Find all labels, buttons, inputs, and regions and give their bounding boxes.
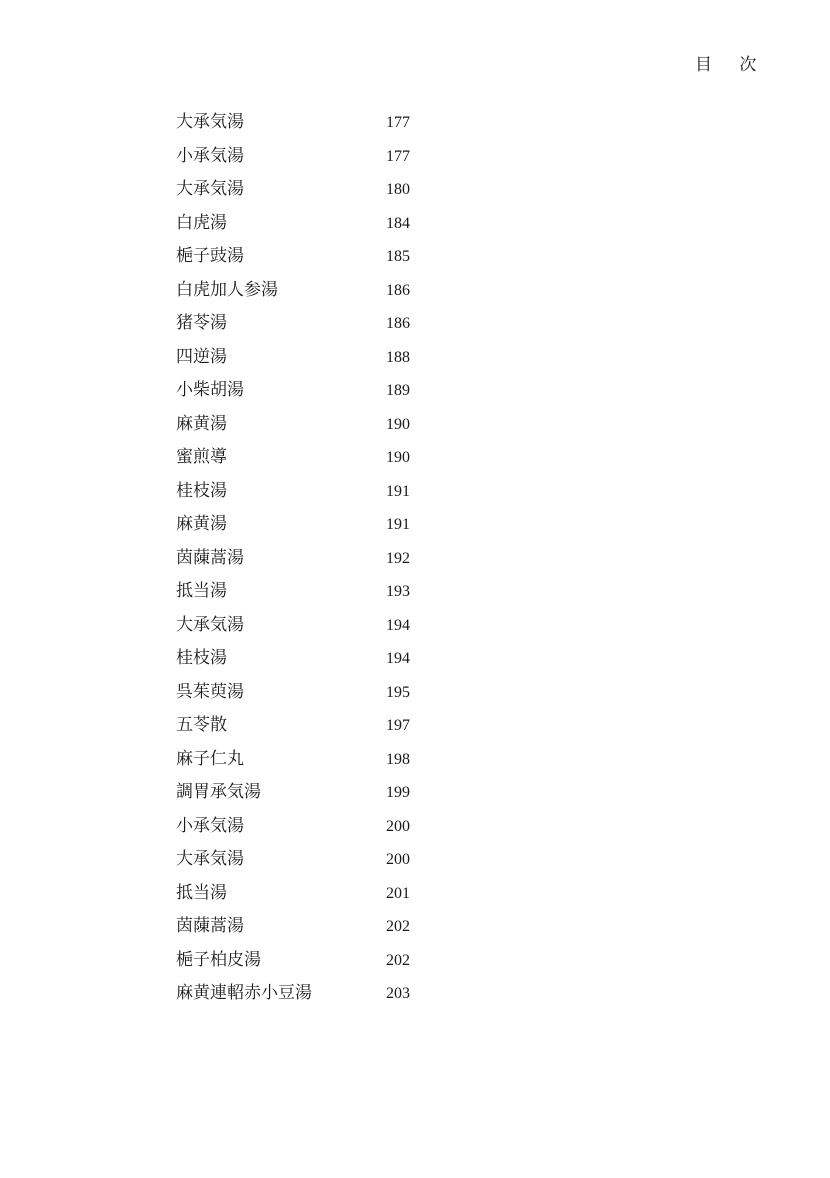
- toc-entry-page: 198: [386, 750, 410, 768]
- toc-entry: [176, 709, 436, 743]
- toc-entry-page: 201: [386, 884, 410, 902]
- toc-entry-page: 177: [386, 114, 410, 131]
- toc-entry-page: 200: [386, 851, 410, 868]
- toc-entry-page: 180: [386, 181, 410, 198]
- toc-entry-page: 203: [386, 985, 410, 1002]
- toc-entry-page: 197: [386, 717, 410, 734]
- toc-entry-name: 茵蔯蒿湯: [176, 547, 244, 568]
- toc-entry-name: 麻黄湯: [176, 514, 227, 534]
- toc-entry-page: 199: [386, 784, 410, 801]
- toc-entry: [176, 508, 436, 542]
- toc-entry-page: 188: [386, 348, 410, 366]
- toc-entry: [176, 307, 436, 341]
- toc-entry: [176, 408, 436, 442]
- toc-entry-name: 四逆湯: [176, 346, 227, 367]
- toc-entry-name: 茵蔯蒿湯: [176, 916, 244, 936]
- toc-entry: [176, 676, 436, 710]
- toc-entry-name: 麻黄湯: [176, 413, 227, 434]
- toc-entry: [176, 106, 436, 140]
- toc-entry-page: 193: [386, 583, 410, 600]
- table-of-contents: [176, 106, 436, 1011]
- toc-entry-page: 190: [386, 449, 410, 466]
- toc-entry-name: 猪苓湯: [176, 313, 227, 333]
- toc-entry: [176, 374, 436, 408]
- toc-entry-page: 186: [386, 281, 410, 299]
- toc-entry-page: 184: [386, 214, 410, 232]
- toc-entry-page: 191: [386, 516, 410, 533]
- toc-entry: [176, 642, 436, 676]
- toc-entry-name: 呉茱萸湯: [176, 681, 244, 702]
- toc-entry-page: 194: [386, 650, 410, 667]
- toc-entry-name: 麻子仁丸: [176, 748, 244, 769]
- toc-entry-name: 小承気湯: [176, 145, 244, 166]
- toc-entry-name: 麻黄連軺赤小豆湯: [176, 983, 312, 1003]
- toc-entry-name: 小柴胡湯: [176, 380, 244, 400]
- toc-entry: [176, 575, 436, 609]
- toc-entry: [176, 609, 436, 643]
- toc-entry-page: 191: [386, 482, 410, 500]
- toc-entry-name: 大承気湯: [176, 614, 244, 635]
- toc-entry-page: 185: [386, 248, 410, 265]
- toc-entry-name: 桂枝湯: [176, 648, 227, 668]
- toc-entry-page: 200: [386, 817, 410, 835]
- toc-entry: [176, 944, 436, 978]
- toc-entry: [176, 140, 436, 174]
- toc-entry: [176, 240, 436, 274]
- toc-entry: [176, 173, 436, 207]
- toc-entry-name: 抵当湯: [176, 882, 227, 903]
- toc-entry-page: 190: [386, 415, 410, 433]
- toc-entry-name: 大承気湯: [176, 179, 244, 199]
- toc-entry-page: 194: [386, 616, 410, 634]
- toc-entry-page: 177: [386, 147, 410, 165]
- toc-entry-page: 189: [386, 382, 410, 399]
- toc-entry: [176, 207, 436, 241]
- toc-entry-name: 白虎加人参湯: [176, 279, 278, 300]
- toc-entry: [176, 843, 436, 877]
- toc-entry-page: 192: [386, 549, 410, 567]
- toc-entry-name: 蜜煎導: [176, 447, 227, 467]
- toc-entry: [176, 274, 436, 308]
- toc-entry: [176, 977, 436, 1011]
- toc-entry: [176, 542, 436, 576]
- page-title: 目 次: [695, 55, 768, 75]
- toc-entry: [176, 877, 436, 911]
- toc-entry: [176, 475, 436, 509]
- toc-entry-page: 186: [386, 315, 410, 332]
- toc-entry-name: 調胃承気湯: [176, 782, 261, 802]
- toc-entry-name: 梔子柏皮湯: [176, 949, 261, 970]
- toc-entry: [176, 743, 436, 777]
- toc-entry: [176, 441, 436, 475]
- toc-entry: [176, 341, 436, 375]
- toc-entry-page: 202: [386, 918, 410, 935]
- toc-entry: [176, 910, 436, 944]
- toc-entry-name: 桂枝湯: [176, 480, 227, 501]
- toc-entry-name: 白虎湯: [176, 212, 227, 233]
- toc-entry: [176, 810, 436, 844]
- toc-entry-name: 大承気湯: [176, 849, 244, 869]
- toc-entry-name: 大承気湯: [176, 112, 244, 132]
- toc-entry-name: 梔子豉湯: [176, 246, 244, 266]
- toc-entry-name: 抵当湯: [176, 581, 227, 601]
- toc-entry-name: 小承気湯: [176, 815, 244, 836]
- toc-entry: [176, 776, 436, 810]
- toc-entry-name: 五苓散: [176, 715, 227, 735]
- toc-entry-page: 195: [386, 683, 410, 701]
- toc-entry-page: 202: [386, 951, 410, 969]
